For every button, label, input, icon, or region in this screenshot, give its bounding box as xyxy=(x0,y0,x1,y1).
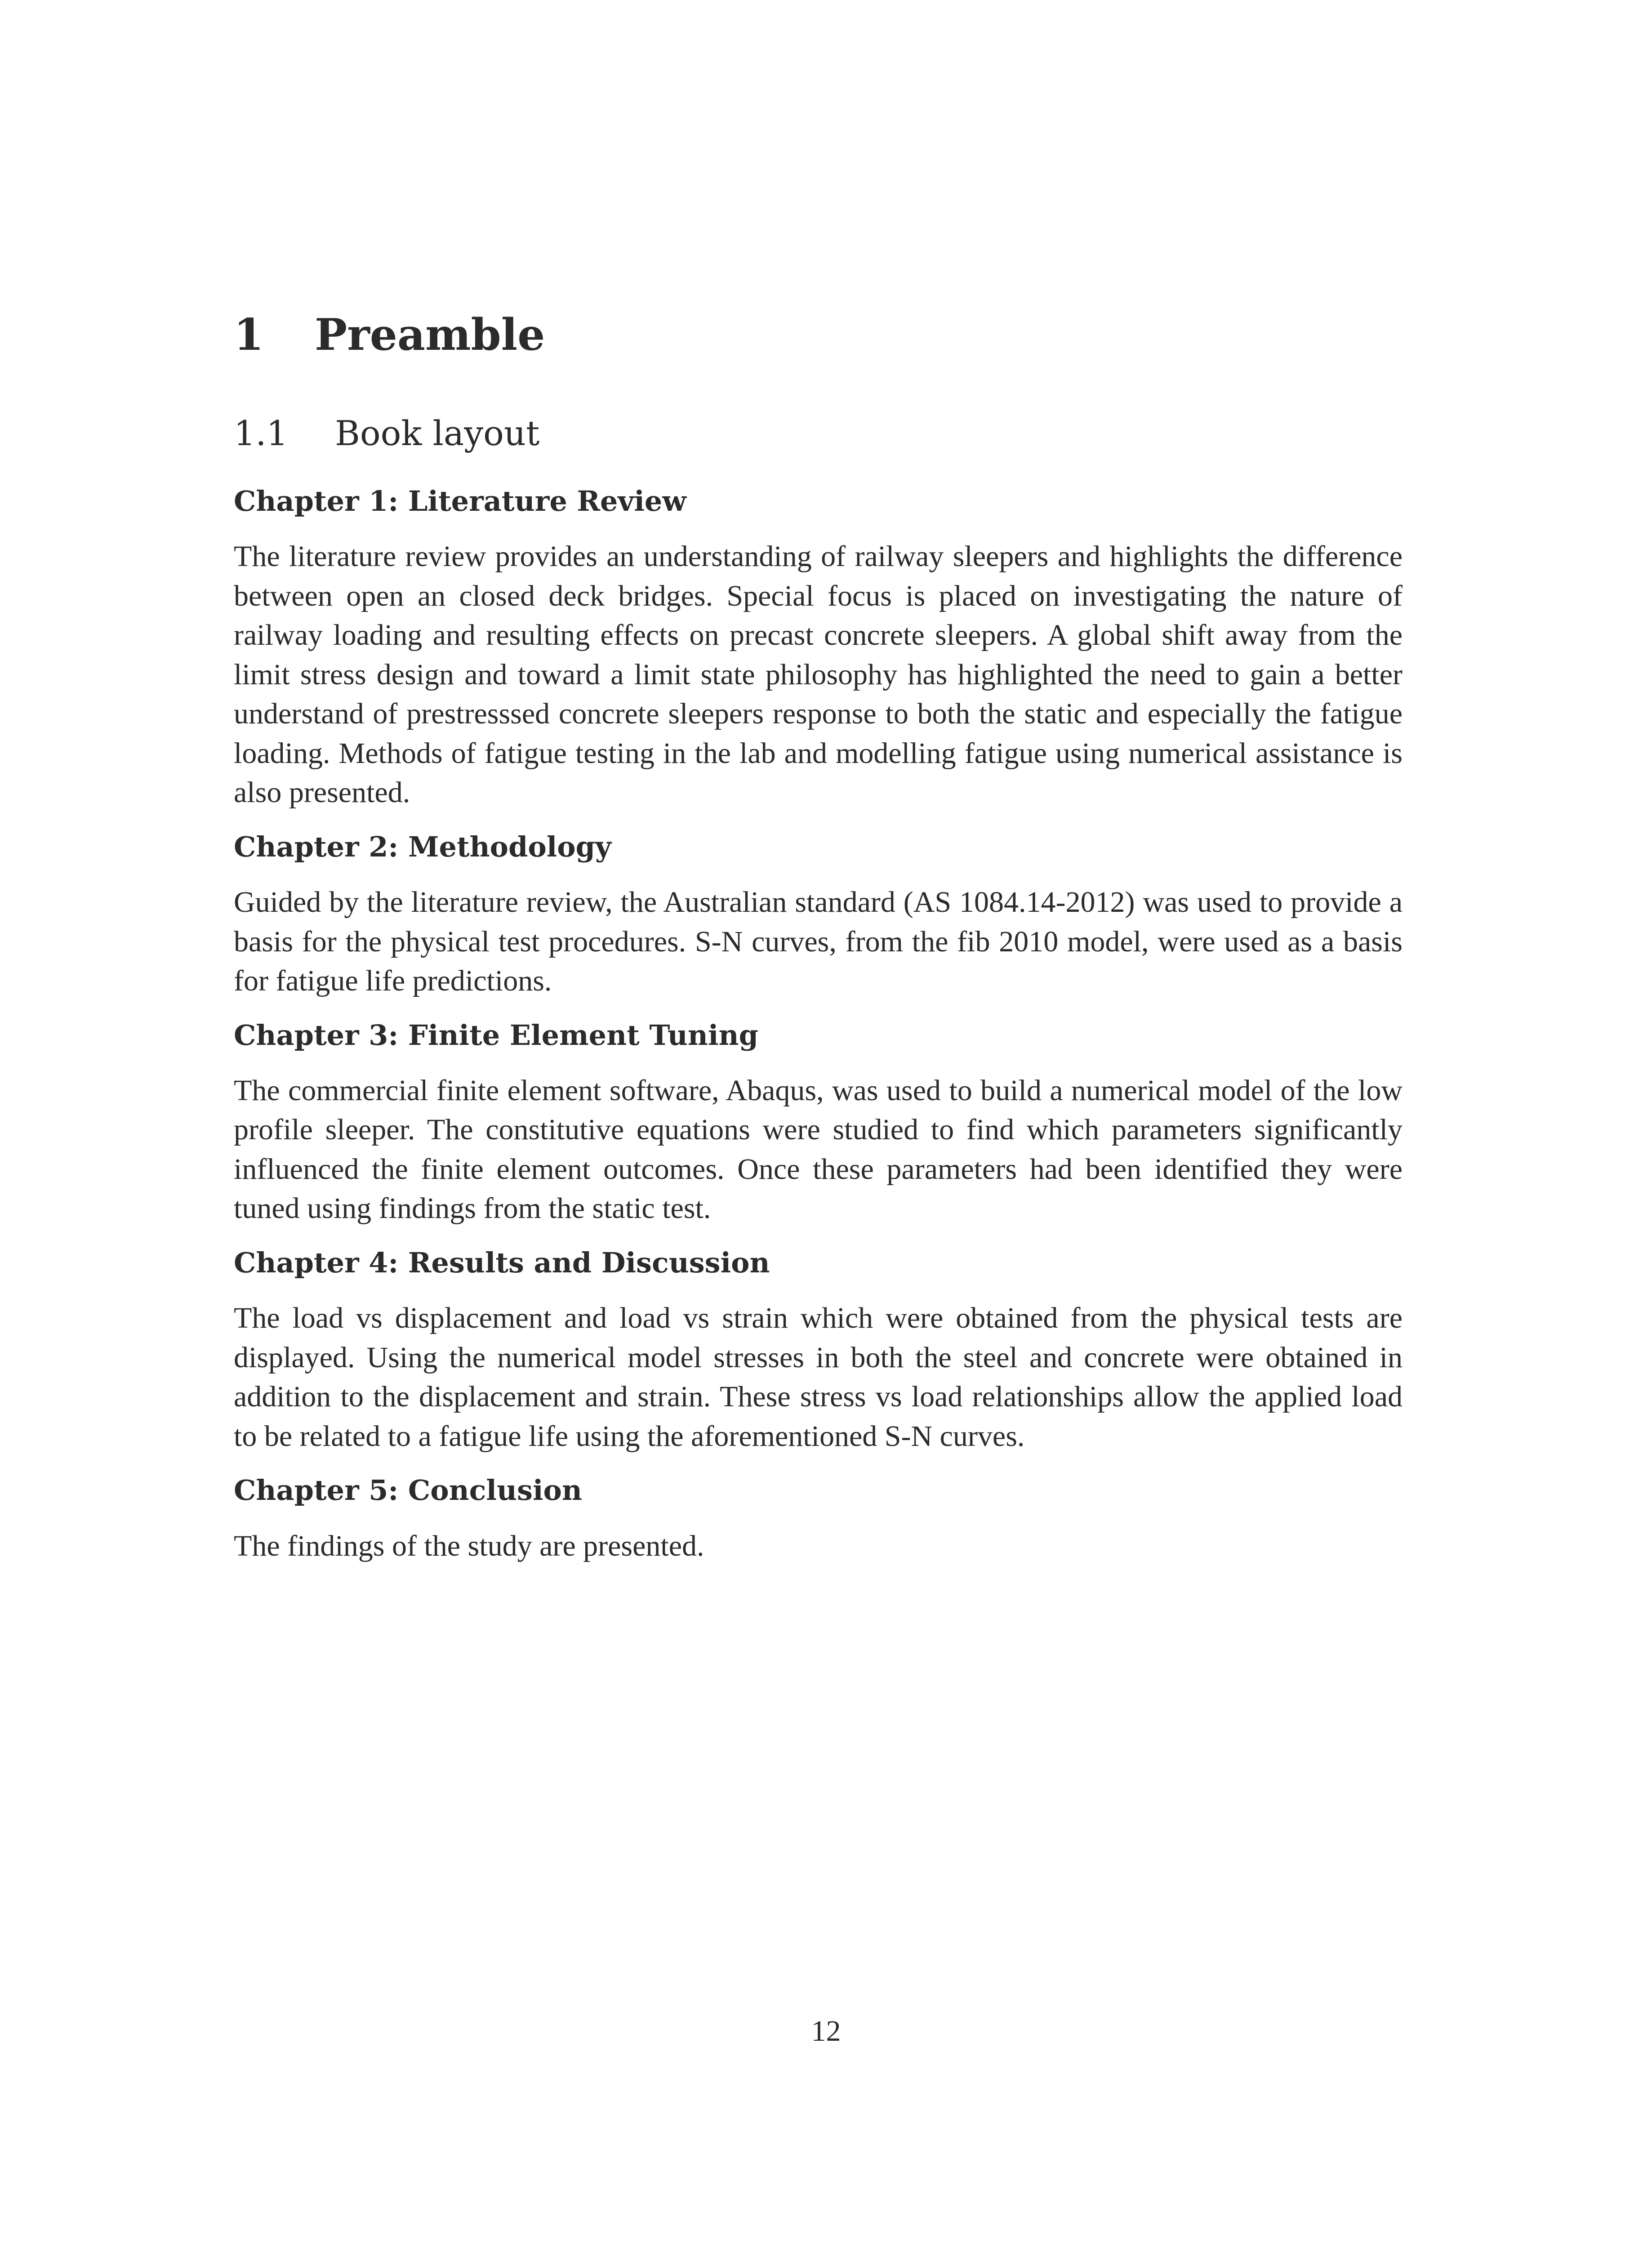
section-heading xyxy=(234,310,1403,360)
page-number: 12 xyxy=(811,2015,841,2047)
chapter-2 xyxy=(234,830,1403,1001)
chapter-summary: The load vs displacement and load vs strain which were obtained from the physical tests are displayed. Using the numerical model stresses in both the steel and concrete were obtained in addition to the displacement and strain. These stress vs load relationships allow the applied load to be related to a fatigue life using the aforementioned S-N curves. xyxy=(234,1302,1403,1453)
chapter-heading: Chapter 5: Conclusion xyxy=(234,1474,582,1507)
chapter-heading: Chapter 3: Finite Element Tuning xyxy=(234,1018,758,1052)
subsection-number: 1.1 xyxy=(234,413,288,454)
chapter-summary: The commercial finite element software, Abaqus, was used to build a numerical model of the low profile sleeper. The constitutive equations were studied to find which parameters significantly influenced the finite element outcomes. Once these parameters had been identified they were tuned using findings from the static test. xyxy=(234,1074,1403,1225)
subsection-heading xyxy=(234,414,1403,453)
section-number: 1 xyxy=(234,309,264,360)
chapter-4 xyxy=(234,1246,1403,1456)
subsection-title: Book layout xyxy=(335,413,540,454)
page-content xyxy=(234,310,1403,1583)
chapter-5 xyxy=(234,1474,1403,1566)
chapter-heading: Chapter 1: Literature Review xyxy=(234,484,686,517)
chapter-summary: The literature review provides an understanding of railway sleepers and highlights the difference between open an closed deck bridges. Special focus is placed on investigating the nature of railway loading and resulting effects on precast concrete sleepers. A global shift away from the limit stress design and toward a limit state philosophy has highlighted the need to gain a better understand of prestresssed concrete sleepers response to both the static and especially the fatigue loading. Methods of fatigue testing in the lab and modelling fatigue using numerical assistance is also presented. xyxy=(234,540,1403,809)
chapter-summary: Guided by the literature review, the Australian standard (AS 1084.14-2012) was used to provide a basis for the physical test procedures. S-N curves, from the fib 2010 model, were used as a basis for fatigue life predictions. xyxy=(234,886,1403,998)
chapter-summary: The findings of the study are presented. xyxy=(234,1529,704,1562)
section-title: Preamble xyxy=(315,309,545,360)
chapter-heading: Chapter 4: Results and Discussion xyxy=(234,1246,770,1279)
chapter-heading: Chapter 2: Methodology xyxy=(234,830,612,863)
chapter-1 xyxy=(234,485,1403,812)
chapter-3 xyxy=(234,1019,1403,1228)
